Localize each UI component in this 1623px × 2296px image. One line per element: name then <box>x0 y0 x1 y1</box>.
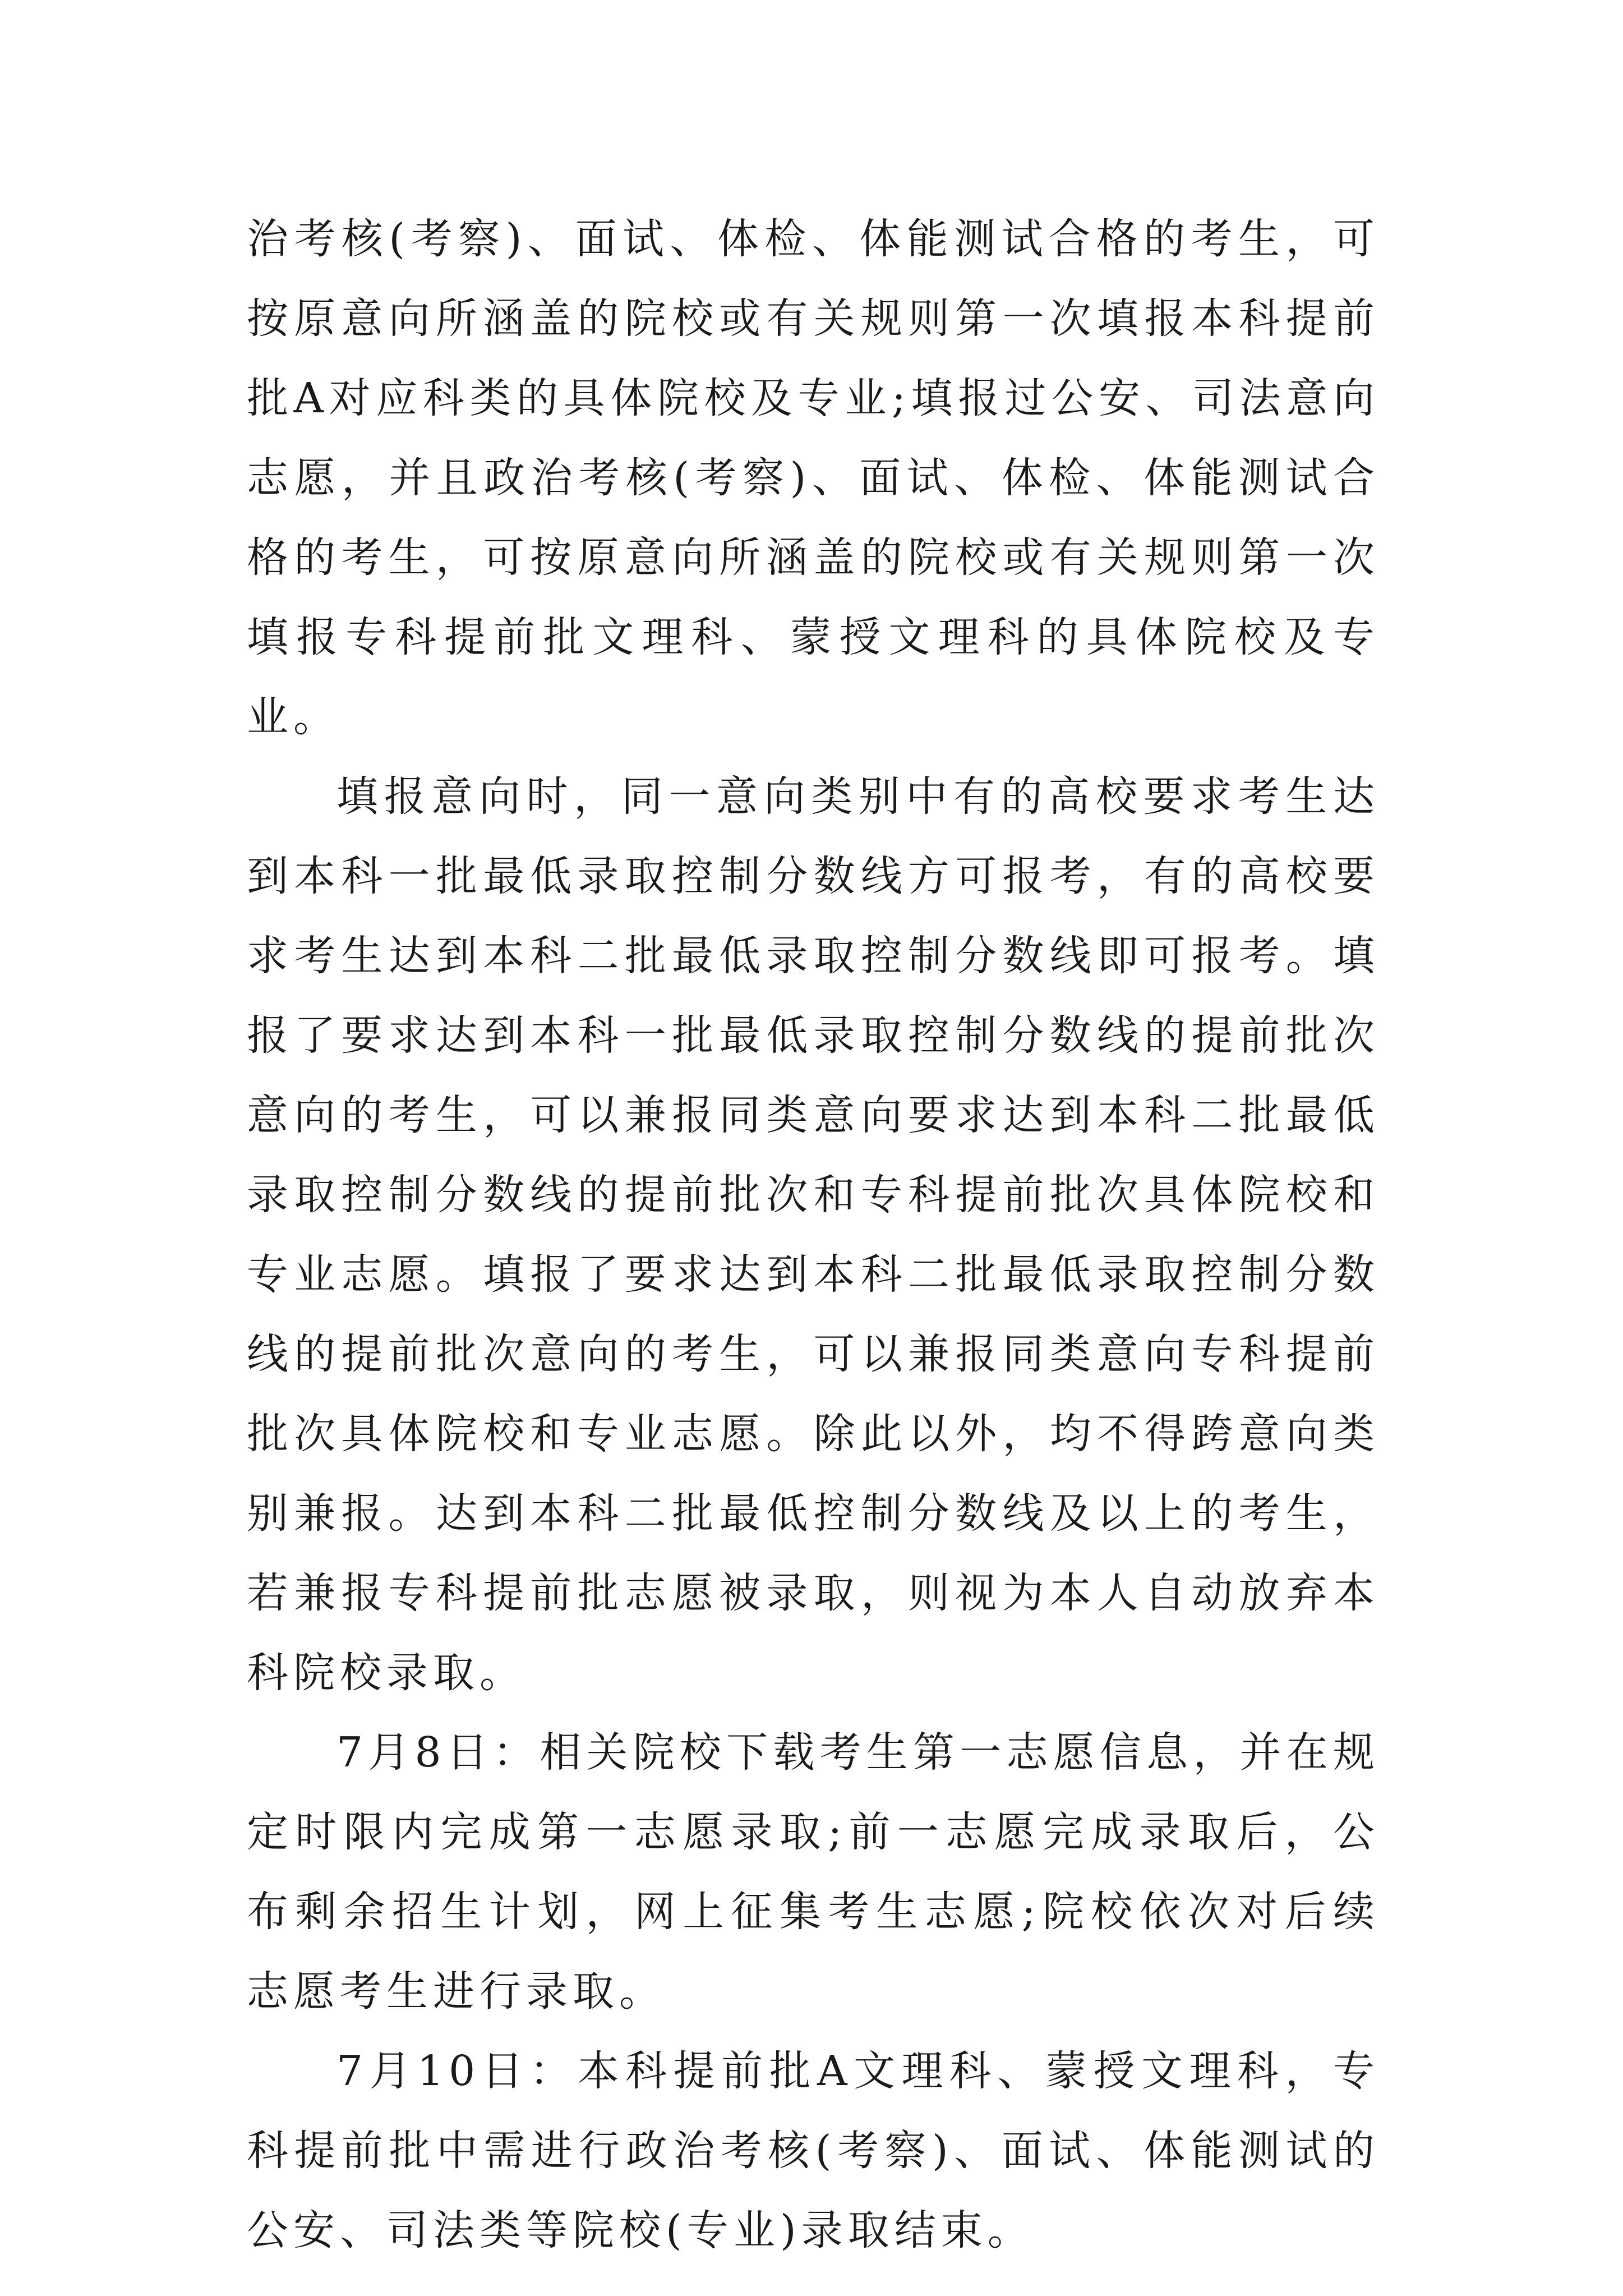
paragraph-intention-rules: 填报意向时，同一意向类别中有的高校要求考生达到本科一批最低录取控制分数线方可报考，有的高校要求考生达到本科二批最低录取控制分数线即可报考。填报了要求达到本科一批最低录取控制分数线的提前批次意向的考生，可以兼报同类意向要求达到本科二批最低录取控制分数线的提前批次和专科提前批次具体院校和专业志愿。填报了要求达到本科二批最低录取控制分数线的提前批次意向的考生，可以兼报同类意向专科提前批次具体院校和专业志愿。除此以外，均不得跨意向类别兼报。达到本科二批最低控制分数线及以上的考生，若兼报专科提前批志愿被录取，则视为本人自动放弃本科院校录取。 <box>247 772 1380 1697</box>
paragraph-continuation: 治考核(考察)、面试、体检、体能测试合格的考生，可按原意向所涵盖的院校或有关规则第一次填报本科提前批A对应科类的具体院校及专业;填报过公安、司法意向志愿，并且政治考核(考察)、面试、体检、体能测试合格的考生，可按原意向所涵盖的院校或有关规则第一次填报专科提前批文理科、蒙授文理科的具体院校及专业。 <box>247 215 1380 741</box>
paragraph-july-8: 7月8日：相关院校下载考生第一志愿信息，并在规定时限内完成第一志愿录取;前一志愿完成录取后，公布剩余招生计划，网上征集考生志愿;院校依次对后续志愿考生进行录取。 <box>247 1728 1380 2016</box>
document-body <box>247 199 1380 2270</box>
paragraph-july-10: 7月10日：本科提前批A文理科、蒙授文理科，专科提前批中需进行政治考核(考察)、面试、体能测试的公安、司法类等院校(专业)录取结束。 <box>247 2047 1380 2254</box>
